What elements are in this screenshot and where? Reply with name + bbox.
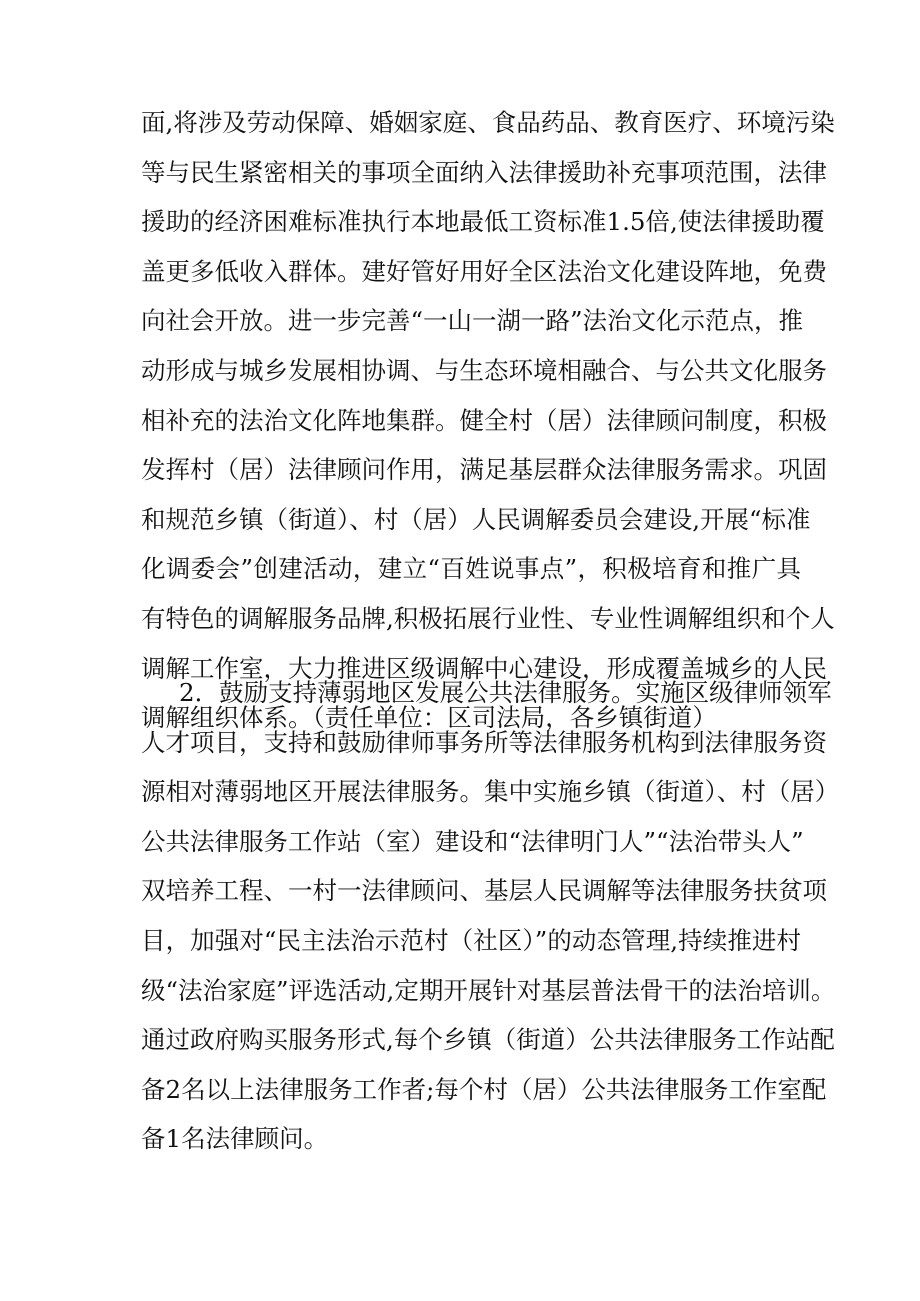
text-line: 级“法治家庭”评选活动,定期开展针对基层普法骨干的法治培训。 <box>141 975 836 1005</box>
text-line: 通过政府购买服务形式,每个乡镇（街道）公共法律服务工作站配 <box>141 1025 835 1055</box>
text-line: 双培养工程、一村一法律顾问、基层人民调解等法律服务扶贫项 <box>141 876 827 906</box>
text-line: 面,将涉及劳动保障、婚姻家庭、食品药品、教育医疗、环境污染 <box>141 108 835 137</box>
text-line: 和规范乡镇（街道）、村（居）人民调解委员会建设,开展“标准 <box>141 504 811 534</box>
text-line: 动形成与城乡发展相协调、与生态环境相融合、与公共文化服务 <box>141 355 827 385</box>
text-line: 源相对薄弱地区开展法律服务。集中实施乡镇（街道）、村（居） <box>141 777 840 807</box>
text-line: 相补充的法治文化阵地集群。健全村（居）法律顾问制度，积极 <box>141 405 827 435</box>
text-line: 公共法律服务工作站（室）建设和“法律明门人”“法治带头人” <box>141 826 804 856</box>
text-line: 备2名以上法律服务工作者;每个村（居）公共法律服务工作室配 <box>141 1074 827 1104</box>
text-line: 有特色的调解服务品牌,积极拓展行业性、专业性调解组织和个人 <box>141 603 835 633</box>
text-line-heading: 2．鼓励支持薄弱地区发展公共法律服务。实施区级律师领军 <box>179 678 832 707</box>
text-line: 人才项目，支持和鼓励律师事务所等法律服务机构到法律服务资 <box>141 727 827 757</box>
text-line: 调解组织体系。（责任单位：区司法局，各乡镇街道） <box>141 703 717 733</box>
text-line: 化调委会”创建活动，建立“百姓说事点”，积极培育和推广具 <box>141 554 801 584</box>
paragraph-legal-aid-coverage <box>141 98 835 743</box>
text-line: 援助的经济困难标准执行本地最低工资标准1.5倍,使法律援助覆 <box>141 207 825 237</box>
text-line: 等与民生紧密相关的事项全面纳入法律援助补充事项范围，法律 <box>141 157 827 187</box>
text-line: 目，加强对“民主法治示范村（社区）”的动态管理,持续推进村 <box>141 925 801 955</box>
text-line: 向社会开放。进一步完善“一山一湖一路”法治文化示范点，推 <box>141 306 804 336</box>
text-line: 盖更多低收入群体。建好管好用好全区法治文化建设阵地，免费 <box>141 256 827 286</box>
text-line: 备1名法律顾问。 <box>141 1124 329 1154</box>
text-line: 调解工作室，大力推进区级调解中心建设，形成覆盖城乡的人民 <box>141 653 827 683</box>
text-line: 发挥村（居）法律顾问作用，满足基层群众法律服务需求。巩固 <box>141 455 827 485</box>
